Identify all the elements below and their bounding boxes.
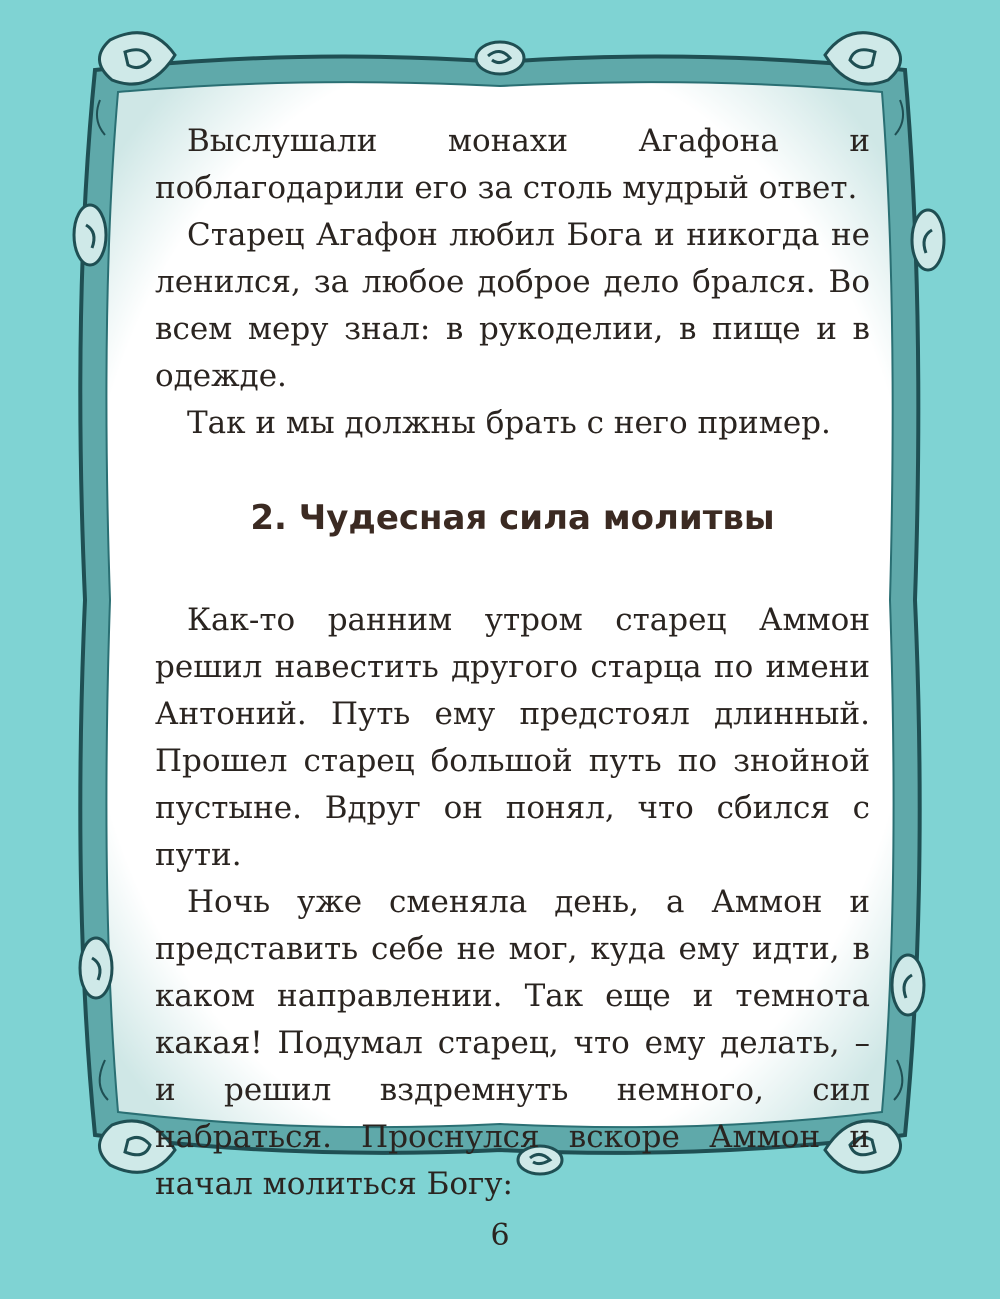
paragraph: Так и мы должны брать с него пример. [187, 405, 831, 441]
paragraph: Старец Агафон любил Бога и никогда не ленился, за любое доброе дело брался. Во всем меру знал: в рукоделии, в пище и в одежде. [155, 217, 870, 394]
intro-text-block [155, 118, 870, 447]
page-number: 6 [490, 1218, 510, 1253]
paragraph: Выслушали монахи Агафона и поблагодарили его за столь мудрый ответ. [155, 123, 870, 206]
story-text-block [155, 597, 870, 1208]
paragraph: Ночь уже сменяла день, а Аммон и представить себе не мог, куда ему идти, в каком направлении. Так еще и темнота какая! Подумал старец, что ему делать, – и решил вздремнуть немного, сил набраться. Проснулся вскоре Аммон и начал молиться Богу: [155, 884, 870, 1202]
section-heading: 2. Чудесная сила молитвы [250, 498, 775, 538]
paragraph: Как-то ранним утром старец Аммон решил навестить другого старца по имени Антоний. Путь ему предстоял длинный. Прошел старец большой путь по знойной пустыне. Вдруг он понял, что сбился с пути. [155, 602, 870, 873]
